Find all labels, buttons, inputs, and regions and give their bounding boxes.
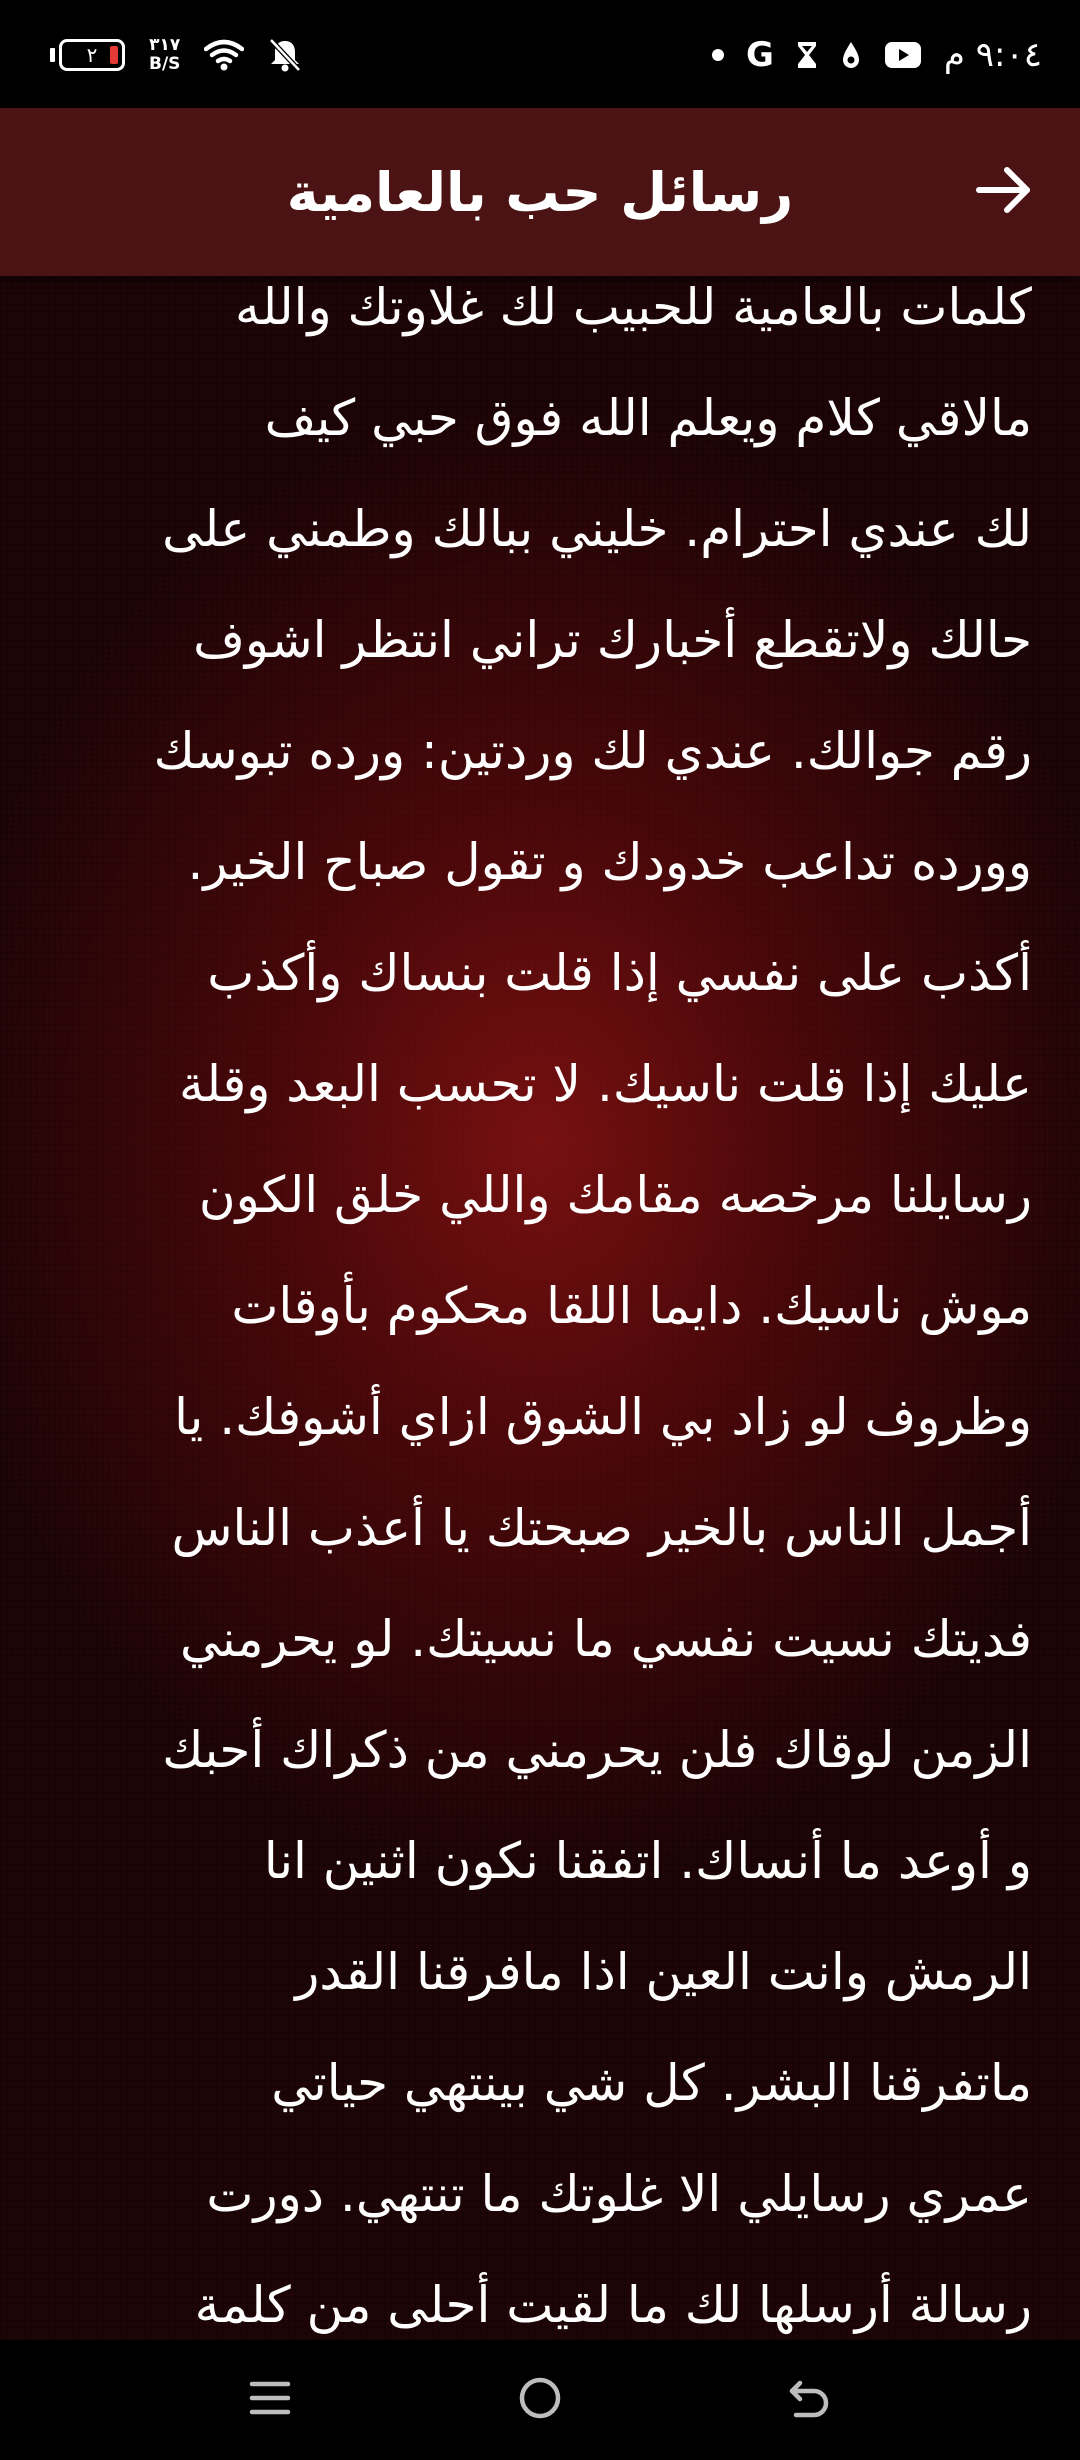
message-scroll-area[interactable] [0,276,1080,2340]
system-nav-bar [0,2340,1080,2460]
dot-icon [712,49,724,61]
google-icon: G [745,35,774,75]
net-speed-value: ٣١٧ [149,35,181,55]
message-line: أجمل الناس بالخير صبحتك يا أعذب الناس [171,1499,1032,1557]
message-line: وورده تداعب خدودك و تقول صباح الخير. [187,833,1032,891]
message-line: عليك إذا قلت ناسيك. لا تحسب البعد وقلة [178,1055,1032,1113]
message-line: الرمش وانت العين اذا مافرقنا القدر [295,1943,1032,2001]
message-line: الزمن لوقاك فلن يحرمني من ذكراك أحبك [162,1721,1032,1779]
status-left-group [50,30,302,80]
message-line: لك عندي احترام. خليني ببالك وطمني على [162,500,1032,558]
wifi-icon [204,39,244,71]
battery-nub [50,48,55,62]
message-line: حالك ولاتقطع أخبارك تراني انتظر اشوف [193,611,1032,669]
message-line: أكذب على نفسي إذا قلت بنساك وأكذب [207,944,1032,1002]
message-line: وظروف لو زاد بي الشوق ازاي أشوفك. يا [174,1388,1032,1446]
message-line: كلمات بالعامية للحبيب لك غلاوتك والله [235,278,1032,336]
hourglass-icon [796,40,818,70]
status-bar [0,0,1080,108]
status-right-group [712,30,1042,80]
message-line: رقم جوالك. عندي لك وردتين: ورده تبوسك [153,722,1032,780]
app-bar [0,108,1080,276]
message-text [48,276,1032,2340]
net-speed-unit: B/S [149,54,181,74]
message-line: موش ناسيك. دايما اللقا محكوم بأوقات [231,1277,1032,1335]
battery-level: ٢ [86,43,98,67]
back-button[interactable] [964,152,1044,232]
battery-fill [110,46,118,64]
home-icon [516,2374,564,2426]
menu-icon [248,2376,292,2424]
status-time: ٩:٠٤ م [943,35,1042,75]
message-line: عمري رسايلي الا غلوتك ما تنتهي. دورت [206,2165,1032,2223]
message-line: رسايلنا مرخصه مقامك واللي خلق الكون [198,1166,1032,1224]
message-line: و أوعد ما أنساك. اتفقنا نكون اثنين انا [263,1832,1032,1890]
nav-back-button[interactable] [775,2370,845,2430]
net-speed [149,36,180,74]
arrow-right-icon [975,165,1033,219]
youtube-icon [884,41,922,69]
message-line: فديتك نسيت نفسي ما نسيتك. لو يحرمني [180,1610,1032,1668]
message-line: رسالة أرسلها لك ما لقيت أحلى من كلمة [194,2276,1032,2334]
battery-icon [59,39,125,71]
back-icon [786,2375,834,2425]
nav-home-button[interactable] [505,2370,575,2430]
battery-group [50,39,125,71]
message-line: مالاقي كلام ويعلم الله فوق حبي كيف [264,389,1032,447]
page-title: رسائل حب بالعامية [286,160,794,224]
bell-off-icon [268,37,302,73]
message-line: ماتفرقنا البشر. كل شي بينتهي حياتي [271,2054,1032,2112]
drop-icon [840,40,862,70]
nav-recents-button[interactable] [235,2370,305,2430]
